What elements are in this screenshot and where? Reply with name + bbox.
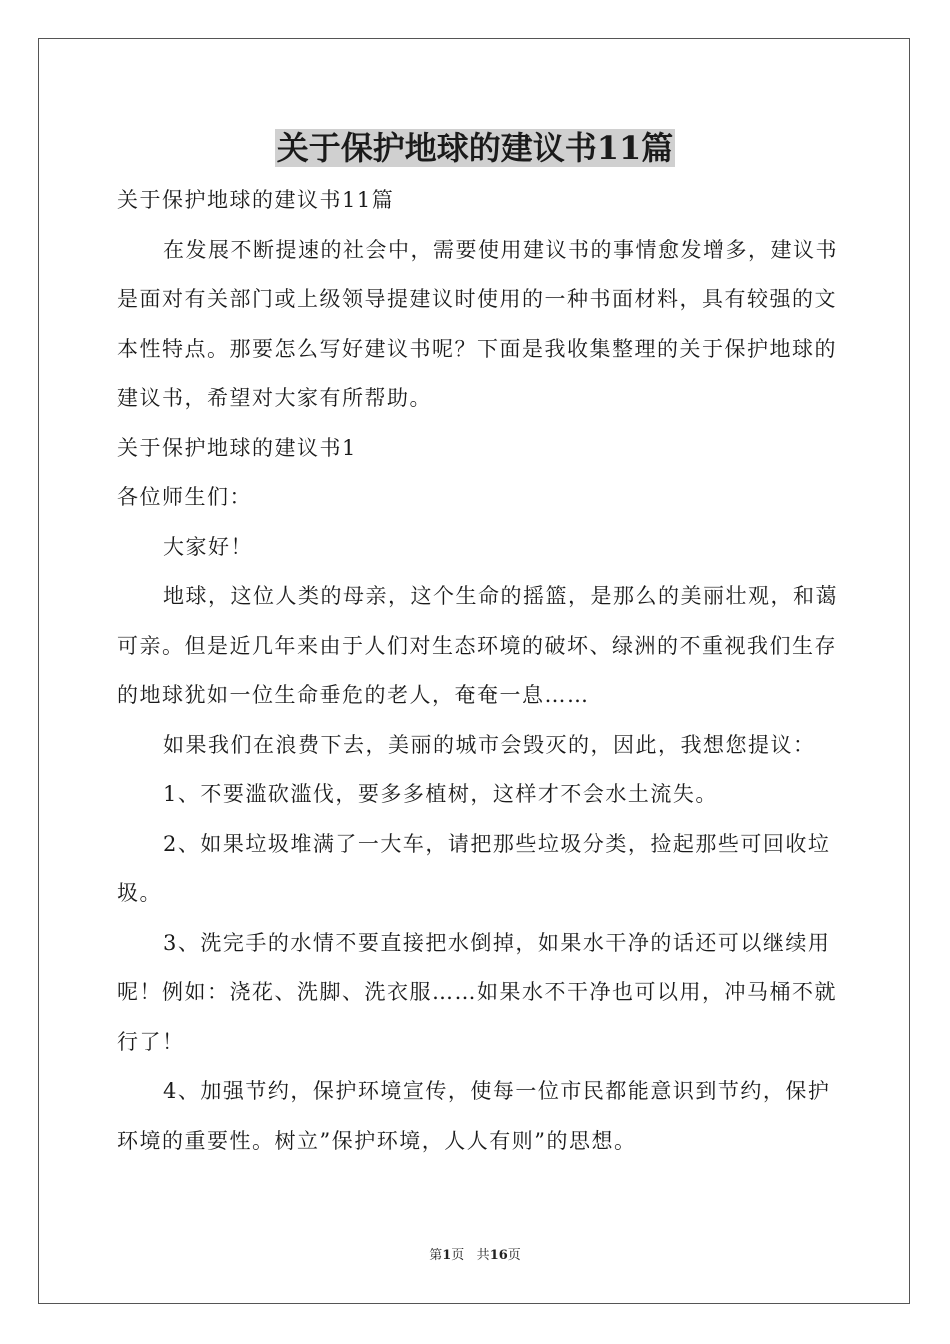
suggestion-item: 4、加强节约，保护环境宣传，使每一位市民都能意识到节约，保护环境的重要性。树立”保护环境，人人有则”的思想。 [117, 1079, 831, 1153]
footer-page-prefix: 第 [429, 1248, 443, 1263]
body-paragraph: 地球，这位人类的母亲，这个生命的摇篮，是那么的美丽壮观，和蔼可亲。但是近几年来由于人们对生态环境的破坏、绿洲的不重视我们生存的地球犹如一位生命垂危的老人，奄奄一息…… [117, 584, 838, 707]
footer-total-prefix: 共 [476, 1248, 490, 1263]
footer-page-suffix: 页 [451, 1248, 465, 1263]
footer-total-pages: 16 [489, 1248, 508, 1263]
document-body [117, 176, 839, 1166]
section-heading: 关于保护地球的建议书1 [117, 435, 357, 460]
footer-page-number: 1 [442, 1248, 452, 1263]
intro-paragraph: 在发展不断提速的社会中，需要使用建议书的事情愈发增多，建议书是面对有关部门或上级领导提建议时使用的一种书面材料，具有较强的文本性特点。那要怎么写好建议书呢？下面是我收集整理的关于保护地球的建议书，希望对大家有所帮助。 [117, 237, 838, 410]
suggestion-item: 1、不要滥砍滥伐，要多多植树，这样才不会水土流失。 [163, 782, 718, 806]
greeting: 大家好！ [163, 534, 253, 559]
suggestion-item: 3、洗完手的水情不要直接把水倒掉，如果水干净的话还可以继续用呢！例如：浇花、洗脚、洗衣服……如果水不干净也可以用，冲马桶不就行了！ [117, 930, 837, 1054]
footer-total-suffix: 页 [507, 1248, 521, 1263]
document-subtitle: 关于保护地球的建议书11篇 [117, 188, 395, 212]
page-footer [0, 1247, 950, 1265]
suggestion-item: 2、如果垃圾堆满了一大车，请把那些垃圾分类，捡起那些可回收垃圾。 [117, 831, 831, 905]
salutation: 各位师生们： [117, 485, 252, 509]
document-title-text: 关于保护地球的建议书11篇 [276, 129, 674, 167]
document-title [0, 126, 950, 170]
body-paragraph: 如果我们在浪费下去，美丽的城市会毁灭的，因此，我想您提议： [163, 732, 816, 757]
